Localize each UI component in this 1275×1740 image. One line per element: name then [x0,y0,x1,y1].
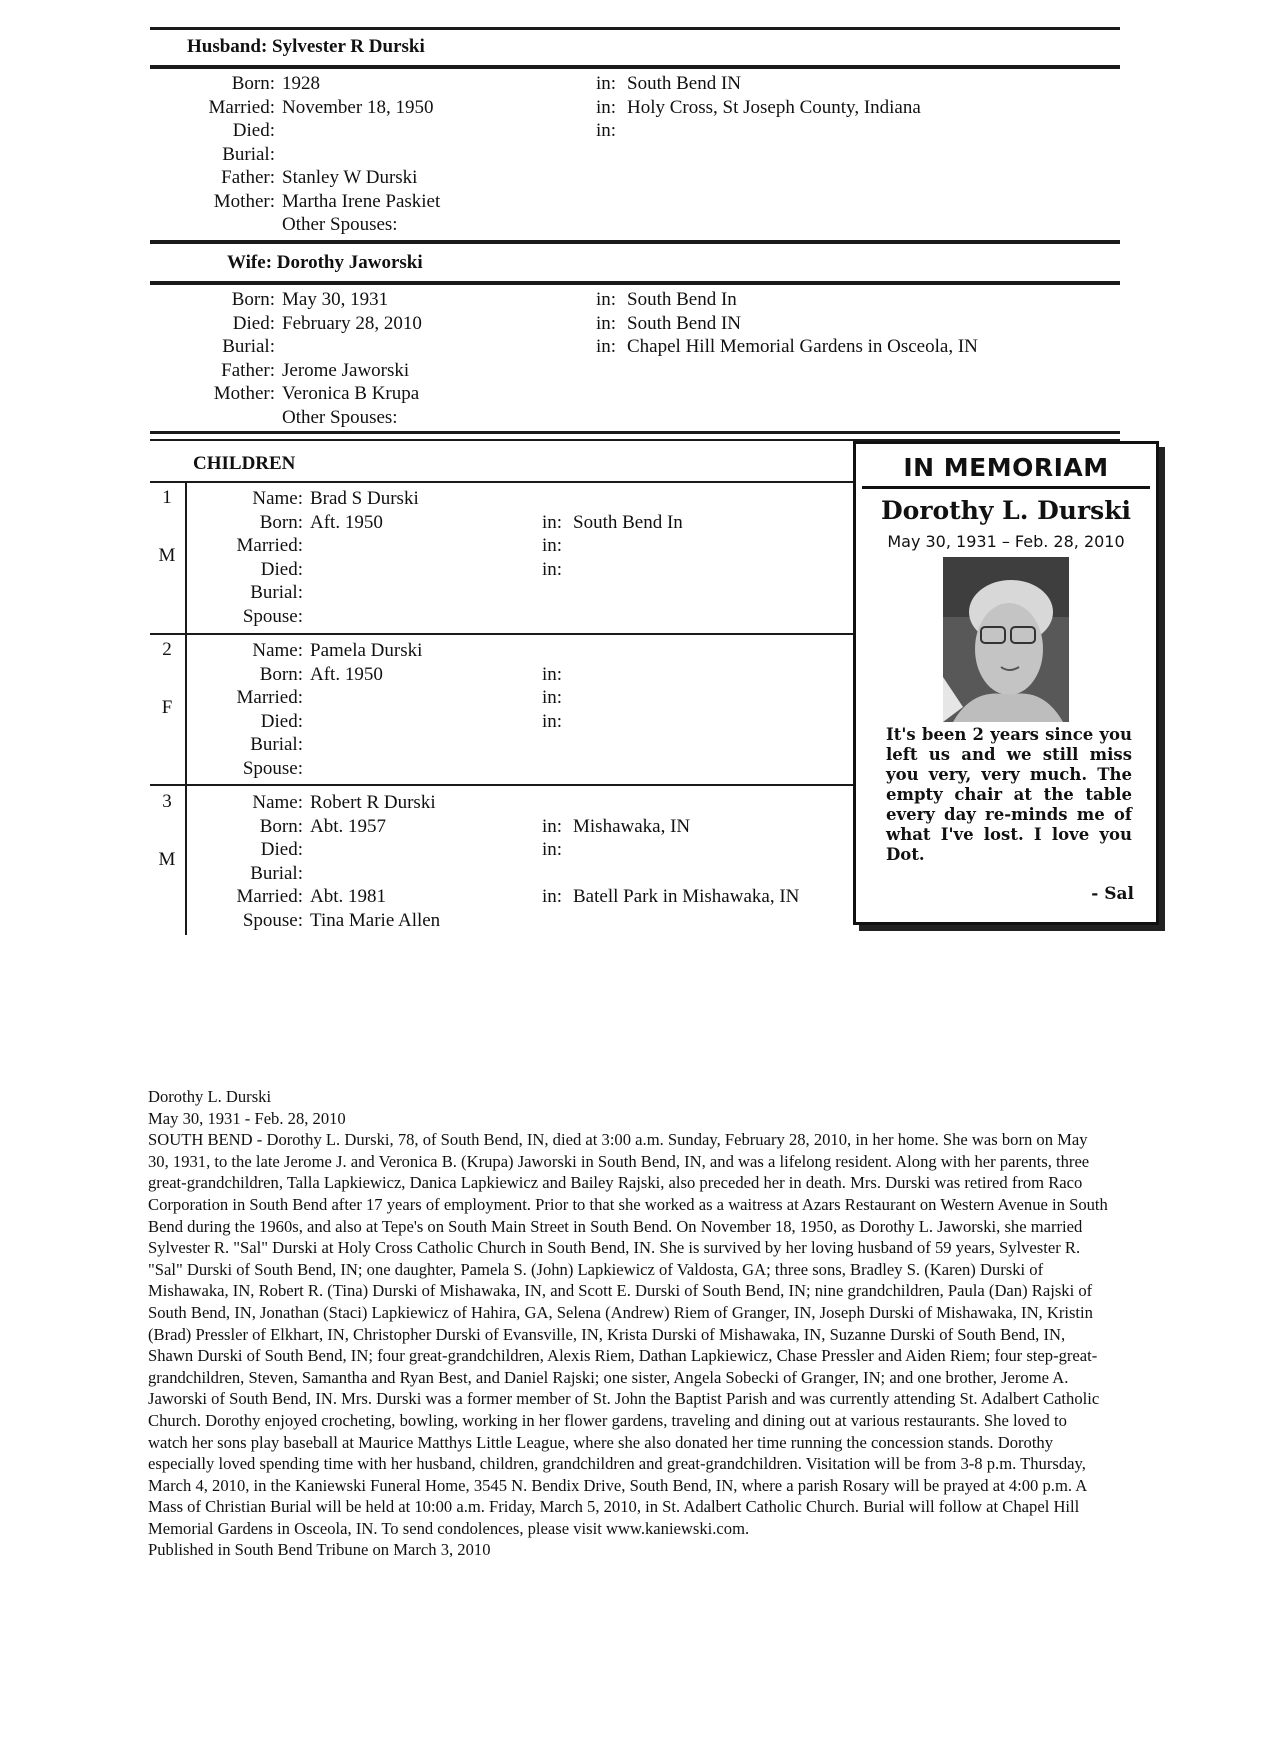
field-label: Born: [259,663,303,685]
field-value: Stanley W Durski [282,167,418,188]
place-label: in: [542,886,563,907]
field-label: Died: [260,558,303,580]
child-number: 3 [162,791,172,812]
field-label: Died: [232,120,275,141]
place-label: in: [596,120,617,141]
place-value: South Bend In [573,511,683,533]
field-label: Mother: [213,383,275,404]
children-heading: CHILDREN [193,453,296,474]
child-number: 1 [162,487,172,508]
memoriam-name: Dorothy L. Durski [880,496,1132,525]
field-label: Father: [221,359,275,381]
field-value: Martha Irene Paskiet [282,190,441,212]
field-value: May 30, 1931 [282,289,389,310]
field-value: Aft. 1950 [310,511,383,533]
husband-heading [187,36,425,58]
field-value: Veronica B Krupa [282,383,420,404]
field-label: Married: [236,535,303,556]
memoriam-heading: IN MEMORIAM [862,450,1150,489]
field-value: February 28, 2010 [282,312,422,334]
field-label: Born: [231,73,275,94]
obituary-text [148,1086,1108,1561]
field-label: Died: [232,312,275,334]
memoriam-portrait-photo [943,557,1069,722]
field-label: Mother: [213,190,275,212]
place-label: in: [542,687,563,708]
place-label: in: [542,839,563,860]
children-rule-1 [150,431,1120,434]
wife-name: Dorothy Jaworski [276,252,423,273]
memoriam-dates: May 30, 1931 – Feb. 28, 2010 [887,532,1125,551]
field-label: Burial: [250,862,303,884]
husband-name: Sylvester R Durski [272,36,425,57]
place-label: in: [596,96,617,118]
place-label: in: [542,511,563,533]
field-label: Burial: [222,336,275,357]
obituary-published: Published in South Bend Tribune on March 3, 2010 [148,1540,491,1560]
child-sex: M [158,545,176,566]
portrait-image [943,557,1069,722]
field-value: Robert R Durski [310,792,436,813]
field-value: Jerome Jaworski [282,359,410,381]
field-label: Name: [252,792,303,813]
child-divider-1 [150,633,855,635]
place-value: South Bend IN [627,312,741,334]
place-label: in: [596,312,617,334]
field-label: Spouse: [242,605,303,627]
field-label: Spouse: [242,757,303,779]
place-value: Mishawaka, IN [573,815,691,837]
child-number: 2 [162,639,172,660]
children-header-rule [150,481,855,483]
place-value: South Bend In [627,289,737,310]
wife-other-spouses: Other Spouses: [282,406,398,428]
place-label: in: [542,663,563,685]
field-label: Father: [221,167,275,188]
place-label: in: [542,710,563,732]
place-label: in: [596,336,617,357]
field-value: Abt. 1981 [310,886,386,907]
field-label: Married: [236,886,303,907]
field-value: Abt. 1957 [310,815,386,837]
place-label: in: [542,558,563,580]
wife-rule [150,281,1120,285]
field-value: Aft. 1950 [310,663,383,685]
memoriam-signature: - Sal [1091,884,1134,904]
field-value: Tina Marie Allen [310,909,441,931]
wife-heading-label: Wife: [227,252,273,273]
field-label: Died: [260,839,303,860]
memoriam-message: It's been 2 years since you left us and we still miss you very, very much. The empty chair at the table every day re-minds me of what I've lost. I love you Dot. [886,725,1132,864]
husband-heading-label: Husband: [187,36,268,57]
field-label: Spouse: [242,909,303,931]
field-label: Burial: [222,143,275,165]
obituary-name: Dorothy L. Durski [148,1087,272,1106]
field-label: Burial: [250,582,303,603]
place-label: in: [596,289,617,310]
field-value: Pamela Durski [310,640,423,661]
wife-top-rule [150,240,1120,244]
place-value: Chapel Hill Memorial Gardens in Osceola, IN [627,336,978,357]
place-label: in: [542,815,563,837]
field-label: Name: [252,488,303,509]
field-label: Died: [260,710,303,732]
place-label: in: [596,73,617,94]
obituary-dates: May 30, 1931 - Feb. 28, 2010 [148,1108,346,1128]
obituary-body: SOUTH BEND - Dorothy L. Durski, 78, of South Bend, IN, died at 3:00 a.m. Sunday, February 28, 2010, in her home. She was born on May 30, 1931, to the late Jerome J. and Veronica B. (Krupa) Jaworski in South Bend, IN, and was a lifelong resident. Along with her parents, three great-grandchildren, Talla Lapkiewicz, Danica Lapkiewicz and Bailey Rajski, also preceded her in death. Mrs. Durski was retired from Raco Corporation in South Bend after 17 years of employment. Prior to that she worked as a waitress at Azars Restaurant on Western Avenue in South Bend during the 1960s, and also at Tepe's on South Main Street in South Bend. On November 18, 1950, as Dorothy L. Jaworski, she married Sylvester R. "Sal" Durski at Holy Cross Catholic Church in South Bend, IN. She is survived by her loving husband of 59 years, Sylvester R. "Sal" Durski of South Bend, IN; one daughter, Pamela S. (John) Lapkiewicz of Valdosta, GA; three sons, Bradley S. (Karen) Durski of Mishawaka, IN, Robert R. (Tina) Durski of Mishawaka, IN, and Scott E. Durski of South Bend, IN; nine grandchildren, Paula (Dan) Rajski of South Bend, IN, Jonathan (Staci) Lapkiewicz of Hahira, GA, Selena (Andrew) Riem of Granger, IN, Joseph Durski of Mishawaka, IN, Kristin (Brad) Pressler of Elkhart, IN, Christopher Durski of Evansville, IN, Krista Durski of Mishawaka, IN, Suzanne Durski of South Bend, IN, Shawn Durski of South Bend, IN; four great-grandchildren, Alexis Riem, Dathan Lapkiewicz, Chase Pressler and Aiden Riem; four step-great-grandchildren, Steven, Samantha and Ryan Best, and Daniel Rajski; one sister, Angela Sobecki of Granger, IN; and one brother, Jerome A. Jaworski of South Bend, IN. Mrs. Durski was a former member of St. John the Baptist Parish and was currently attending St. Adalbert Catholic Church. Dorothy enjoyed crocheting, bowling, working in her flower gardens, traveling and dining out at various restaurants. She loved to watch her sons play baseball at Maurice Matthys Little League, where she also donated her time running the concession stands. Dorothy especially loved spending time with her husband, children, grandchildren and great-grandchildren. Visitation will be from 3-8 p.m. Thursday, March 4, 2010, in the Kaniewski Funeral Home, 3545 N. Bendix Drive, South Bend, IN, where a parish Rosary will be prayed at 4:00 p.m. A Mass of Christian Burial will be held at 10:00 a.m. Friday, March 5, 2010, in St. Adalbert Catholic Church. Burial will follow at Chapel Hill Memorial Gardens in Osceola, IN. To send condolences, please visit www.kaniewski.com. [148,1130,1108,1538]
place-label: in: [542,535,563,556]
field-value: November 18, 1950 [282,96,434,118]
field-label: Born: [259,511,303,533]
memoriam-clipping [853,441,1159,925]
place-value: South Bend IN [627,73,741,94]
field-value: 1928 [282,73,320,94]
field-label: Name: [252,640,303,661]
field-label: Married: [236,687,303,708]
top-rule [150,27,1120,30]
place-value: Batell Park in Mishawaka, IN [573,886,800,907]
field-label: Born: [231,289,275,310]
field-label: Burial: [250,734,303,755]
field-value: Brad S Durski [310,488,419,509]
husband-other-spouses: Other Spouses: [282,214,398,235]
place-value: Holy Cross, St Joseph County, Indiana [627,96,921,118]
wife-heading [227,252,423,274]
child-sex: F [161,697,173,718]
child-divider-2 [150,784,855,786]
child-sex: M [158,849,176,870]
field-label: Married: [208,96,275,118]
husband-rule [150,65,1120,69]
field-label: Born: [259,815,303,837]
